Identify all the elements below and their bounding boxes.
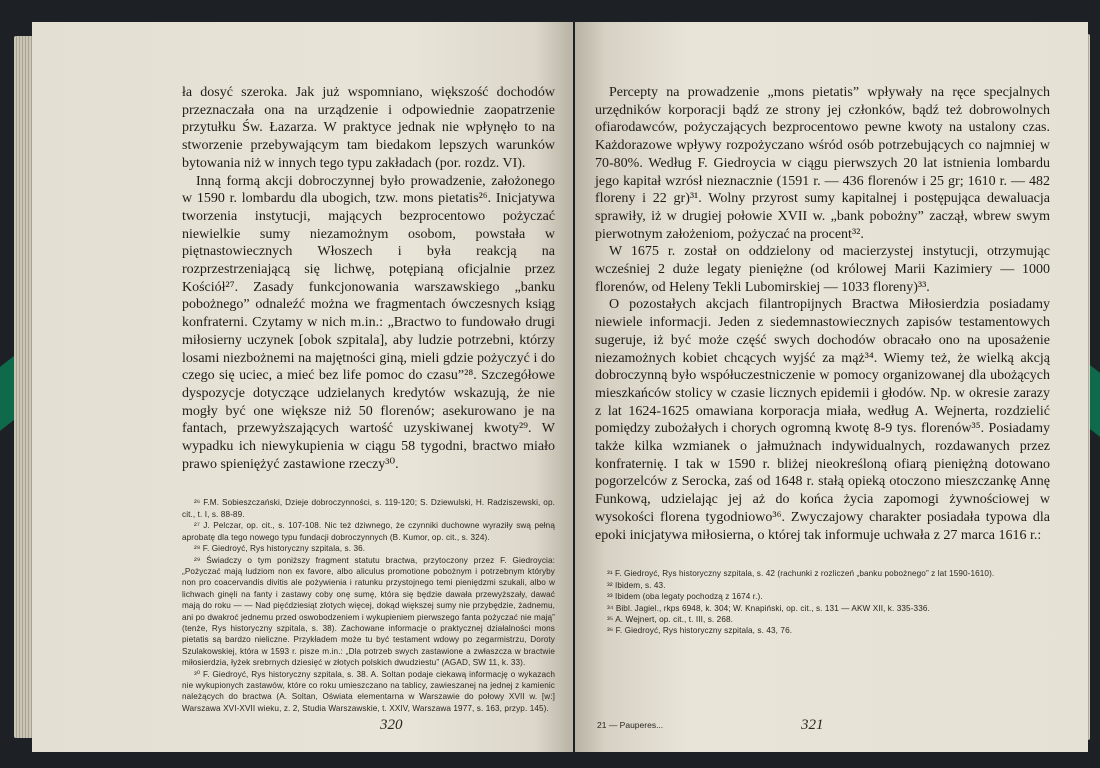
footnote: ³¹ F. Giedroyć, Rys historyczny szpitala, s. 42 (rachunki z rozliczeń „banku pobożnego” z lat 1590-1610). [607,569,995,579]
footnote: ²⁹ Świadczy o tym poniższy fragment statutu bractwa, przytoczony przez F. Giedroycia: „Pożyczać mają ludziom non ex favore, albo aliculus promotione pobożnym i potrzebnym któryby non pro coacervandis divitis ale pożywienia i ratunku przystojnego temi pieniędzmi szukali, albo w lichwach ginęli na fanty i zastawy coby onę sumę, która się będzie dawała przewyższały, dawać mają do roku — — Nad pięćdziesiąt złotych więcej, dokąd większej sumy nie przybędzie, żadnemu, ani po dwakroć jednemu przed oswobodzeniem i wykupieniem pierwszego fanta pożyczać nie mają” (tenże, Rys historyczny szpitala, s. 38). Zachowane informacje o praktycznej działalności mons pietatis są bardzo nieliczne. Przykładem może tu być testament wdowy po zegarmistrzu, Doroty Szulakowskiej, która w 1593 r. pisze m.in.: „Dla potrzeb swych zastawione a zwłaszcza w bractwie miłosierdzia, łyżek srebrnych dziesięć w złotych polskich dwudziestu” (AGAD, SW 11, k. 33). [182,555,555,668]
footnote: ³³ Ibidem (oba legaty pochodzą z 1674 r.). [607,592,763,602]
paragraph: O pozostałych akcjach filantropijnych Bractwa Miłosierdzia posiadamy niewiele informacji. Jeden z siedemnastowiecznych zapisów testamentowych sugeruje, iż być może część swych dochodów obracało ono na uposażenie niezamożnych kobiet chcących wyjść za mąż³⁴. Wiemy też, że wielką akcją dobroczynną było współuczestniczenie w pomocy organizowanej dla ubożących mieszkańców stolicy w czasie licznych epidemii i głodów. Np. w okresie zarazy z lat 1624-1625 omawiana korporacja miała, według A. Wejnerta, rozdzielić pomiędzy zubożałych i chorych ogromną kwotę 8-9 tys. florenów³⁵. Posiadamy także kilka wzmianek o jałmużnach indywidualnych, rozdawanych przez konfraternię. I tak w 1590 r. bliżej nieokreśloną ofiarą pieniężną dotowano pogorzelców z Serocka, zaś od 1648 r. stałą opieką otoczono mieszczankę Annę Funkową, udzielając jej aż do końca życia zapomogi żywnościowej w wysokości florena tygodniowo³⁶. Zwyczajowy charakter posiadała typowa dla epoki inicjatywa miłosierna, o której tak informuje uchwała z 27 marca 1616 r.: [595,297,1050,543]
paragraph: W 1675 r. został on oddzielony od macierzystej instytucji, otrzymując wcześniej 2 duże legaty pieniężne (od królowej Marii Kazimiery — 1000 florenów, od Heleny Tekli Lubomirskiej — 1033 floreny)³³. [595,244,1050,295]
left-body-text [182,84,555,473]
printer-signature: 21 — Pauperes... [597,720,664,730]
page-number: 321 [801,717,824,733]
right-body-text [595,84,1050,544]
footnote: ³⁴ Bibl. Jagiel., rkps 6948, k. 304; W. Knapiński, op. cit., s. 131 — AKW XII, k. 335-336. [607,603,930,613]
paragraph: Inną formą akcji dobroczynnej było prowadzenie, założonego w 1590 r. lombardu dla ubogich, tzw. mons pietatis²⁶. Inicjatywa tworzenia instytucji, mających bezprocentowo pożyczać niewielkie sumy niezamożnym osobom, powstała w piętnastowiecznych Włoszech i była reakcją na rozprzestrzeniającą się lichwę, potępianą oficjalnie przez Kościół²⁷. Zasady funkcjonowania warszawskiego „banku pobożnego” odnaleźć można we fragmentach ówczesnych ksiąg konfraterni. Czytamy w nich m.in.: „Bractwo to fundowało drugi miłosierny uczynek [obok szpitala], aby ludzie potrzebni, którzy losami niezbożnemi na majętności giną, mieli gdzie pożyczyć i do czego się uciec, a mieć bez life pomoc do czasu”²⁸. Szczegółowe dyspozycje dotyczące udzielanych kredytów wskazują, że nie mogły być one większe niż 50 florenów; asekurowano je na fantach, przewyższających wartość uzyskiwanej kwoty²⁹. W wypadku ich niewykupienia w ciągu 58 tygodni, bractwo miało prawo spieniężyć zastawione rzeczy³⁰. [182,173,555,472]
open-book [14,14,1090,758]
left-footnotes [182,497,555,714]
footnote: ³⁰ F. Giedroyć, Rys historyczny szpitala, s. 38. A. Soltan podaje ciekawą informację o wykazach nie wykupionych zastawów, które co roku umieszczano na tablicy, zawieszanej na jednej z kamienic należących do bractwa (A. Soltan, Oświata elementarna w Warszawie do połowy XVII w. [w:] Warszawa XVI-XVII wieku, z. 2, Studia Warszawskie, t. XXIV, Warszawa 1977, s. 163, przyp. 145). [182,669,555,713]
right-footnotes [595,568,1050,636]
footnote: ³² Ibidem, s. 43. [607,580,666,590]
left-page [32,22,573,752]
footnote: ²⁸ F. Giedroyć, Rys historyczny szpitala, s. 36. [194,544,366,554]
footnote: ²⁶ F.M. Sobieszczański, Dzieje dobroczynności, s. 119-120; S. Dziewulski, H. Radziszewski, op. cit., t. I, s. 88-89. [182,498,555,519]
right-page [575,22,1088,752]
footnote: ²⁷ J. Pelczar, op. cit., s. 107-108. Nic też dziwnego, że czynniki duchowne wyraziły swą pełną aprobatę dla tego nowego typu fundacji dobroczynnych (B. Kumor, op. cit., s. 324). [182,521,555,542]
page-number: 320 [380,717,403,733]
paragraph: ła dosyć szeroka. Jak już wspomniano, większość dochodów przeznaczała ona na urządzenie i odpowiednie zaopatrzenie przytułku Św. Łazarza. W praktyce jednak nie wpłynęło to na stworzenie przebywającym tam biedakom lepszych warunków bytowania niż w innych tego typu zakładach (por. rozdz. VI). [182,85,555,171]
footnote: ³⁵ A. Wejnert, op. cit., t. III, s. 268. [607,614,734,624]
footnote: ³⁶ F. Giedroyć, Rys historyczny szpitala, s. 43, 76. [607,626,793,636]
paragraph: Percepty na prowadzenie „mons pietatis” wpływały na ręce specjalnych urzędników korporacji bądź ze strony jej członków, bądź też dobrowolnych ofiarodawców, pożyczających bezprocentowo pewne kwoty na ustalony czas. Każdorazowe wpływy rozpożyczano wśród osób potrzebujących co najmniej w 70-80%. Według F. Giedroycia w ciągu pierwszych 20 lat istnienia lombardu jego kapitał wzrósł nieznacznie (1591 r. — 436 florenów i 25 gr; 1610 r. — 482 floreny i 22 gr)³¹. Wolny przyrost sumy kapitalnej i postępująca dewaluacja sprawiły, iż w drugiej połowie XVII w. „bank pobożny” zaczął, wbrew swym pierwotnym założeniom, pożyczać na procent³². [595,85,1050,242]
